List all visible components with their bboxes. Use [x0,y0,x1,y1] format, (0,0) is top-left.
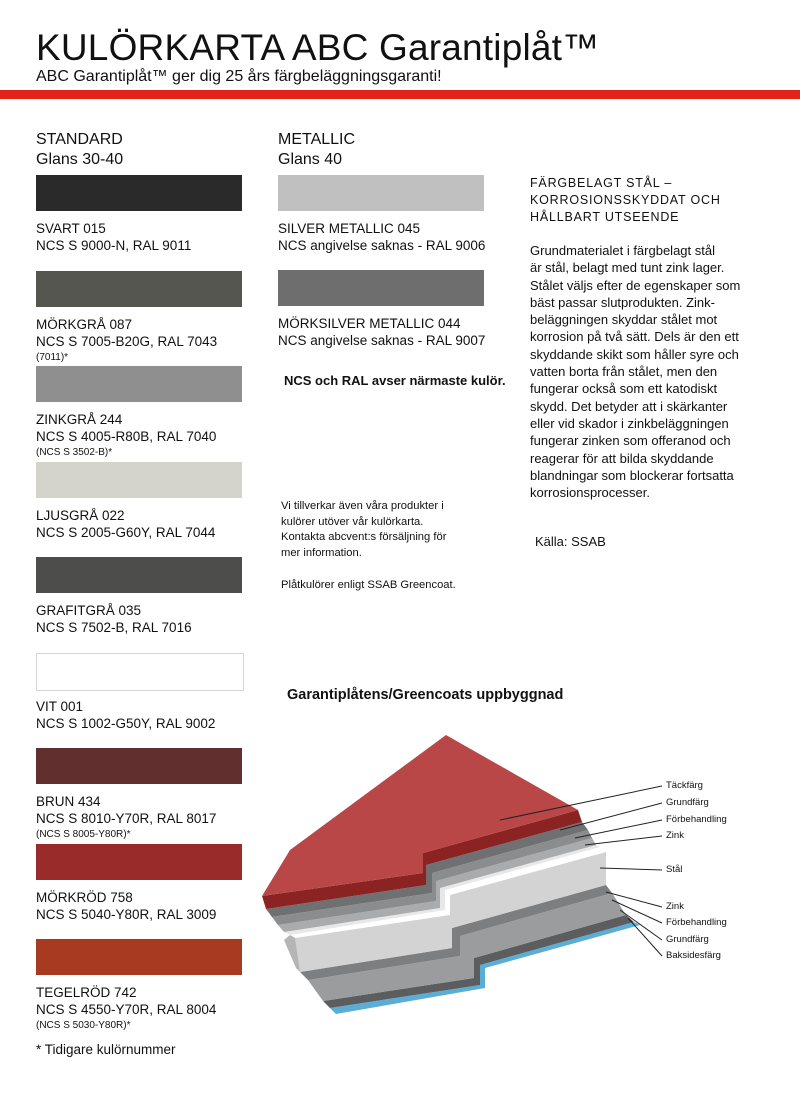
ncs-ral-note: NCS och RAL avser närmaste kulör. [284,373,506,388]
color-name: MÖRKRÖD 758 [36,889,133,905]
info-line: beläggningen skyddar stålet mot [530,312,718,328]
contact-line: Vi tillverkar även våra produkter i [281,500,444,512]
metallic-code: NCS angivelse saknas - RAL 9006 [278,238,486,253]
layer-label: Zink [666,901,684,912]
layer-label: Grundfärg [666,934,709,945]
color-previous-number: (NCS S 8005-Y80R)* [36,829,131,840]
color-previous-number: (7011)* [36,351,69,363]
color-name: TEGELRÖD 742 [36,985,137,1000]
footnote: * Tidigare kulörnummer [36,1042,176,1057]
layer-label: Grundfärg [666,797,709,808]
info-line: är stål, belagt med tunt zink lager. [530,260,725,276]
standard-gloss: Glans 30-40 [36,151,124,168]
metallic-gloss: Glans 40 [278,151,343,168]
color-code: NCS S 8010-Y70R, RAL 8017 [36,811,217,826]
color-name: LJUSGRÅ 022 [36,507,125,523]
color-previous-number: (NCS S 5030-Y80R)* [36,1020,131,1031]
info-line: fungerar zinken som offeranod och [530,433,731,449]
info-line: korrosionsprocesser. [530,485,650,501]
layer-label: Zink [666,830,684,841]
diagram-title: Garantiplåtens/Greencoats uppbyggnad [287,687,564,703]
metallic-code: NCS angivelse saknas - RAL 9007 [278,333,486,348]
color-code: NCS S 7005-B20G, RAL 7043 [36,333,218,349]
color-name: SVART 015 [36,221,106,236]
info-line: Stålet väljs efter de egenskaper som [530,277,741,293]
info-heading: FÄRGBELAGT STÅL – KORROSIONSSKYDDAT OCH HÅLLBART UTSEENDE [530,176,721,224]
layer-label: Förbehandling [666,814,727,825]
color-code: NCS S 2005-G60Y, RAL 7044 [36,524,216,540]
color-code: NCS S 9000-N, RAL 9011 [36,238,192,253]
color-previous-number: (NCS S 3502-B)* [36,447,113,458]
info-line: fungerar också som ett katodiskt [530,381,718,397]
info-line: eller vid skador i zinkbeläggningen [530,415,729,431]
page-subtitle: ABC Garantiplåt™ ger dig 25 års färgbeläggningsgaranti! [36,68,442,85]
metallic-heading: METALLIC [278,131,356,148]
info-line: bäst passar slutprodukten. Zink- [530,294,715,310]
layer-label: Förbehandling [666,917,727,928]
color-code: NCS S 4005-R80B, RAL 7040 [36,429,217,444]
info-line: skyddande skikt som håller syre och [530,346,739,362]
color-name: GRAFITGRÅ 035 [36,603,142,618]
color-name: MÖRKGRÅ 087 [36,316,133,332]
color-name: BRUN 434 [36,794,101,809]
metallic-name: SILVER METALLIC 045 [278,221,421,236]
layer-label: Täckfärg [666,780,703,791]
metallic-name: MÖRKSILVER METALLIC 044 [278,316,461,331]
page-title: KULÖRKARTA ABC Garantiplåt™ [36,27,600,68]
layer-label: Baksidesfärg [666,950,721,961]
layer-label: Stål [666,864,683,875]
info-line: reagerar för att bilda skyddande [530,450,714,466]
contact-line: Kontakta abcvent:s försäljning för [281,531,447,543]
info-source: Källa: SSAB [535,534,606,549]
color-code: NCS S 7502-B, RAL 7016 [36,620,192,635]
info-line: vatten borta från stålet, men den [530,364,718,380]
info-line: Grundmaterialet i färgbelagt stål [530,243,715,258]
info-line: blandningar som blockerar fortsatta [530,467,734,483]
color-name: ZINKGRÅ 244 [36,412,123,427]
layer-tackfarg-top [262,735,578,896]
contact-line: kulörer utöver vår kulörkarta. [281,515,424,528]
color-code: NCS S 4550-Y70R, RAL 8004 [36,1002,217,1017]
standard-heading: STANDARD [36,131,123,148]
color-name: VIT 001 [36,698,84,714]
source-note: Plåtkulörer enligt SSAB Greencoat. [281,579,456,591]
info-line: korrosion på två sätt. Dels är den ett [530,329,739,345]
color-code: NCS S 1002-G50Y, RAL 9002 [36,715,216,731]
info-line: skydd. Det betyder att i skärkanter [530,398,728,414]
contact-line: mer information. [281,546,362,559]
color-code: NCS S 5040-Y80R, RAL 3009 [36,906,217,922]
